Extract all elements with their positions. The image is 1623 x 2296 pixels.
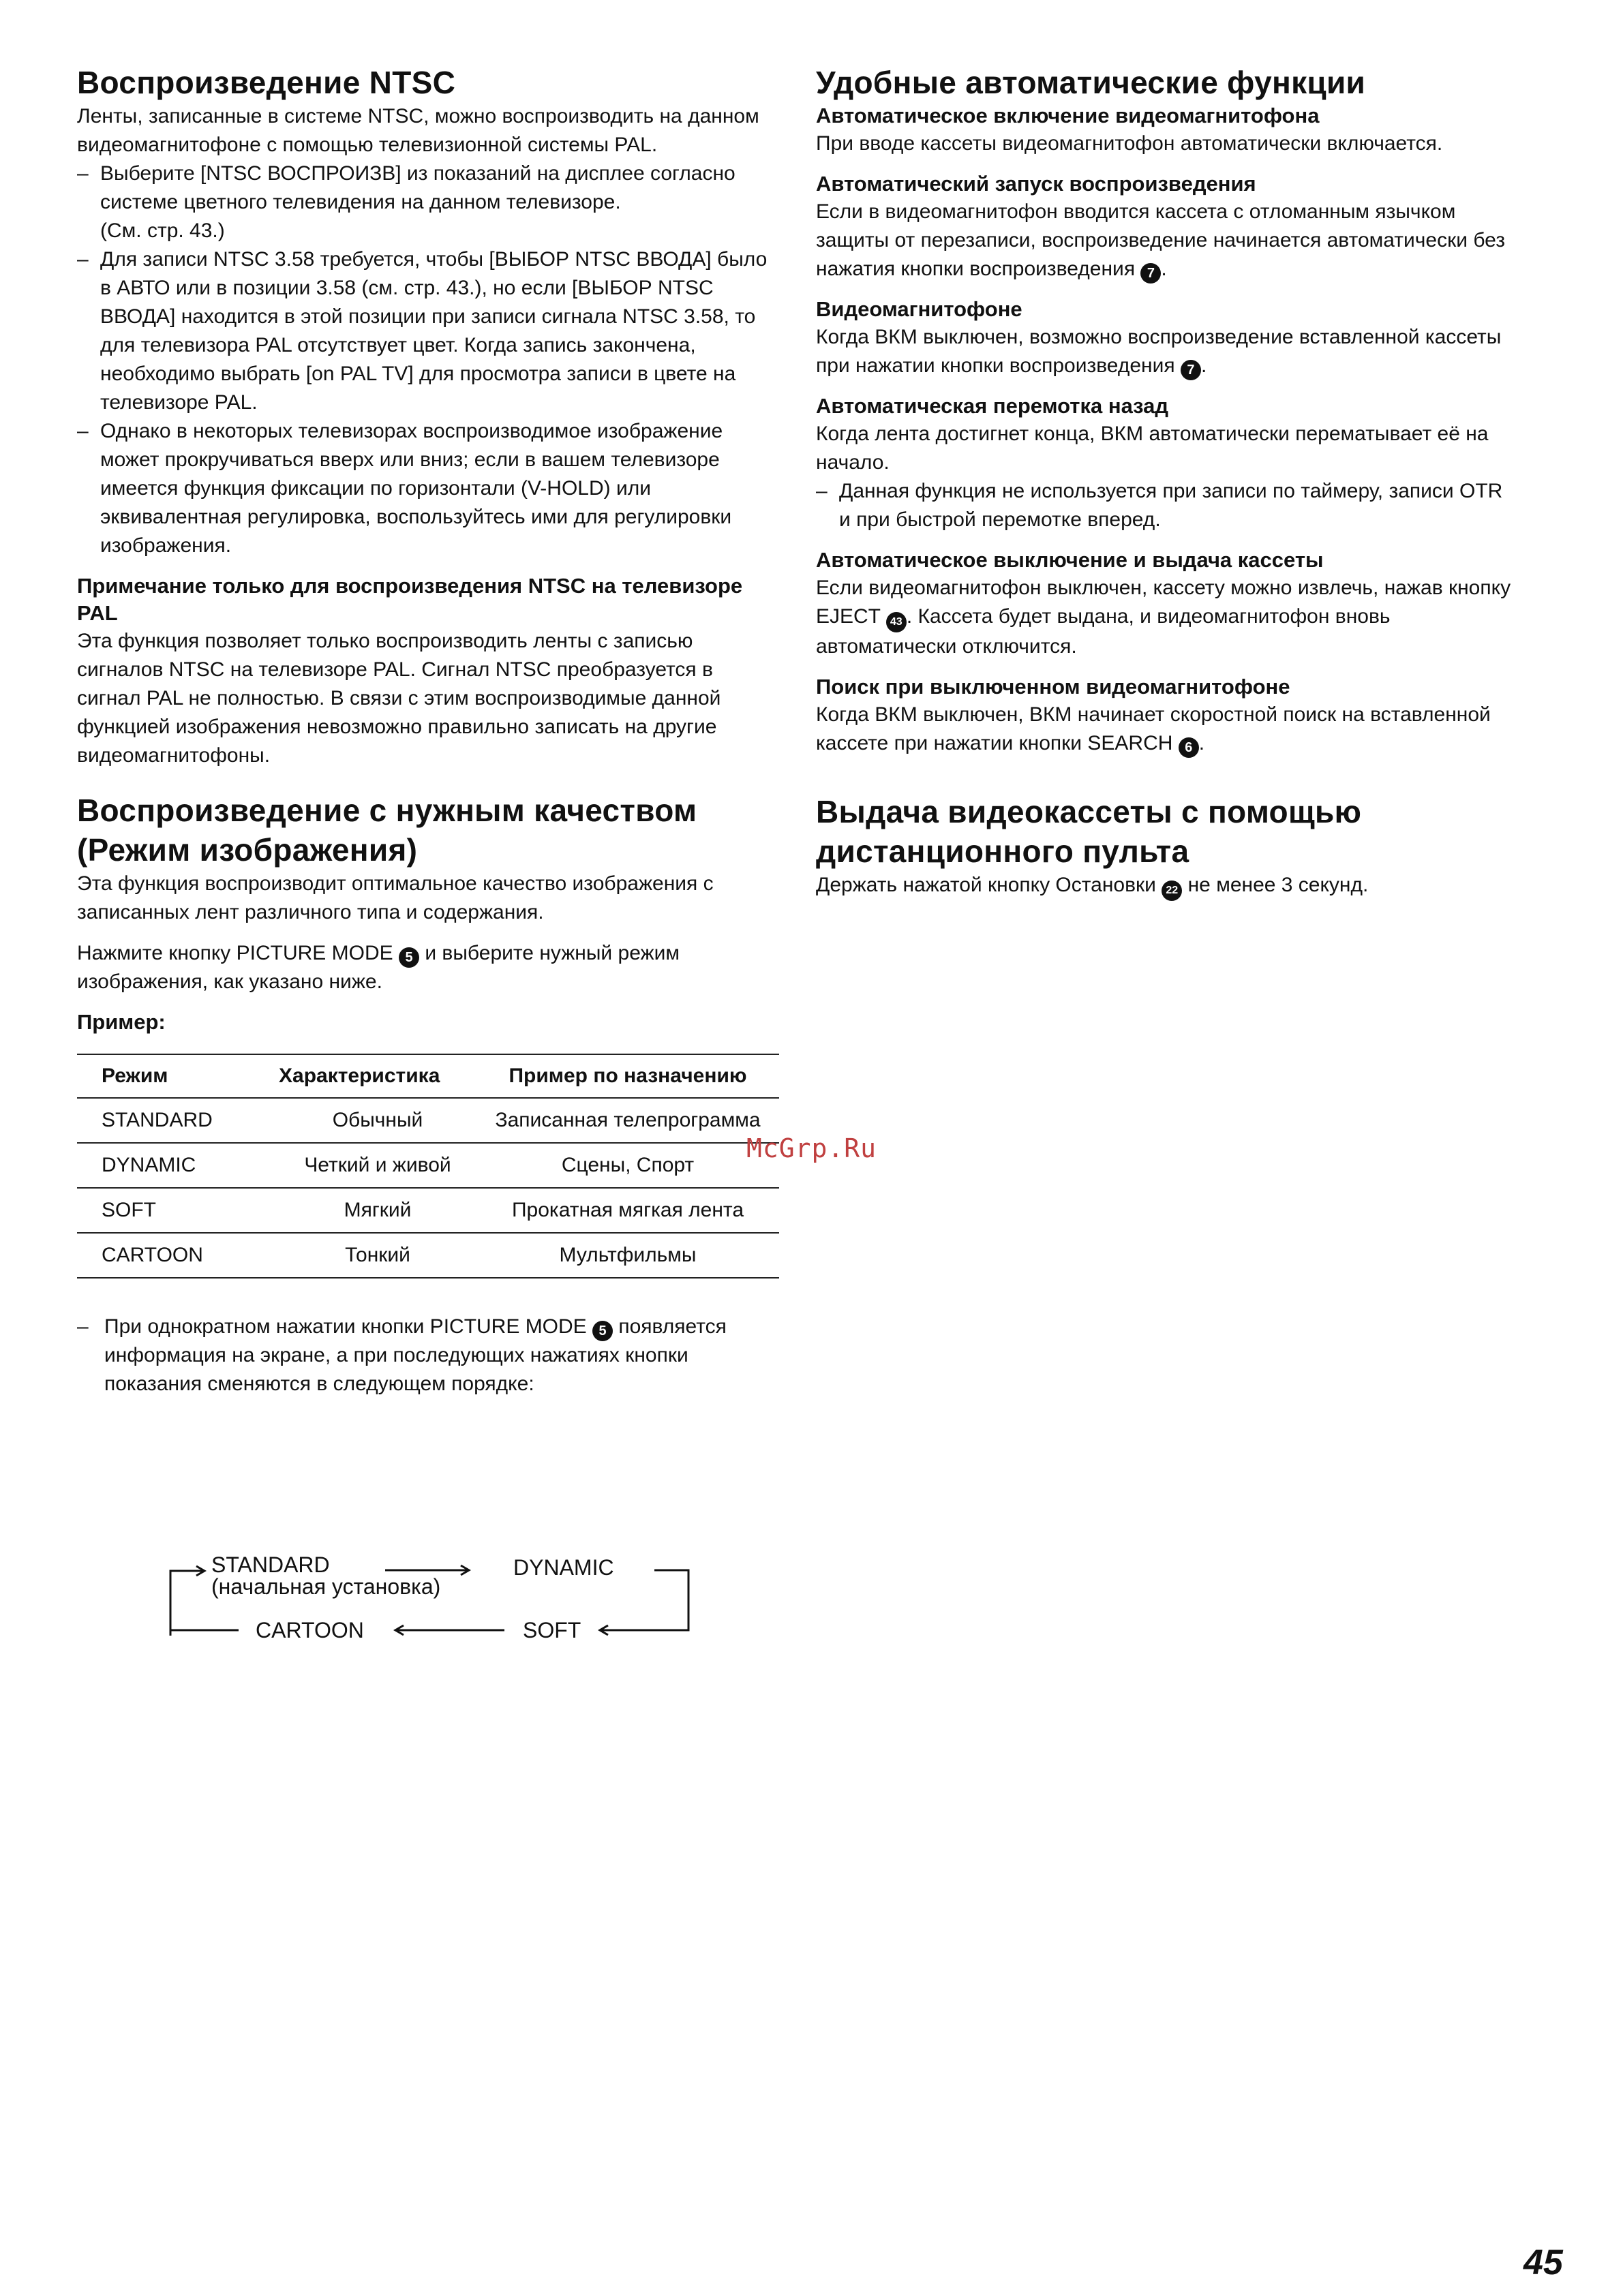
auto-rewind-text: Когда лента достигнет конца, ВКМ автоматически перематывает её на начало. <box>816 423 1489 474</box>
table-cell: STANDARD <box>77 1098 279 1143</box>
button-number-badge: 22 <box>1162 881 1182 901</box>
table-header: Пример по назначению <box>476 1054 779 1098</box>
ntsc-bullet-3: – Однако в некоторых телевизорах воспроизводимое изображение может прокручиваться вверх или вниз; если в вашем телевизоре имеется функция фиксации по горизонтали (V-HOLD) или эквивалентная регулировка, воспользуйтесь ими для регулировки изображения. <box>77 417 779 560</box>
eject-text: Держать нажатой кнопку Остановки 22 не менее 3 секунд. <box>816 871 1518 901</box>
watermark: McGrp.Ru <box>746 1133 877 1163</box>
flow-standard: STANDARD <box>211 1552 330 1577</box>
auto-eject-title: Автоматическое выключение и выдача кассеты <box>816 548 1324 572</box>
table-cell: Обычный <box>279 1098 476 1143</box>
page-number: 45 <box>1523 2243 1563 2282</box>
table-cell: CARTOON <box>77 1233 279 1278</box>
ntsc-bullet-2: – Для записи NTSC 3.58 требуется, чтобы [ВЫБОР NTSC ВВОДА] было в АВТО или в позиции 3.58 (см. стр. 43.), но если [ВЫБОР NTSC ВВОДА] находится в этой позиции при записи сигнала NTSC 3.58, то для телевизора PAL отсутствует цвет. Когда запись закончена, необходимо выбрать [on PAL TV] для просмотра записи в цвете на телевизоре PAL. <box>77 245 779 417</box>
table-cell: SOFT <box>77 1188 279 1233</box>
example-label: Пример: <box>77 1010 166 1034</box>
section-title-ntsc: Воспроизведение NTSC <box>77 65 456 100</box>
off-search-text: Когда ВКМ выключен, ВКМ начинает скоростной поиск на вставленной кассете при нажатии кнопки SEARCH 6 . <box>816 701 1518 758</box>
table-cell: Записанная телепрограмма <box>476 1098 779 1143</box>
auto-rewind-title: Автоматическая перемотка назад <box>816 394 1169 418</box>
table-cell: Прокатная мягкая лента <box>476 1188 779 1233</box>
button-number-badge: 7 <box>1181 360 1201 380</box>
left-column <box>77 63 779 1398</box>
picture-mode-bullet: – При однократном нажатии кнопки PICTURE MODE 5 появляется информация на экране, а при последующих нажатиях кнопки показания сменяются в следующем порядке: <box>77 1313 779 1398</box>
auto-rewind-bullet: – Данная функция не используется при записи по таймеру, записи OTR и при быстрой перемотке вперед. <box>816 477 1518 534</box>
table-row <box>77 1098 779 1143</box>
flow-cartoon: CARTOON <box>256 1618 364 1642</box>
section-title-quality: Воспроизведение с нужным качеством (Режим изображения) <box>77 793 697 868</box>
auto-play-text: Если в видеомагнитофон вводится кассета с отломанным язычком защиты от перезаписи, воспроизведение начинается автоматически без нажатия кнопки воспроизведения 7 . <box>816 198 1518 284</box>
table-header: Характеристика <box>279 1054 476 1098</box>
table-cell: DYNAMIC <box>77 1143 279 1188</box>
button-number-badge: 43 <box>886 612 907 632</box>
table-header-row <box>77 1054 779 1098</box>
ntsc-intro: Ленты, записанные в системе NTSC, можно воспроизводить на данном видеомагнитофоне с помощью телевизионной системы PAL. <box>77 105 759 156</box>
flow-standard-note: (начальная установка) <box>211 1574 441 1599</box>
auto-power-text: При вводе кассеты видеомагнитофон автоматически включается. <box>816 132 1443 155</box>
quality-instruction: Нажмите кнопку PICTURE MODE 5 и выберите нужный режим изображения, как указано ниже. <box>77 942 680 993</box>
vcr-off-play-text: Когда ВКМ выключен, возможно воспроизведение вставленной кассеты при нажатии кнопки воспроизведения 7 . <box>816 323 1518 380</box>
button-number-badge: 5 <box>592 1321 613 1341</box>
vcr-off-play-title: Видеомагнитофоне <box>816 297 1022 321</box>
picture-mode-table <box>77 1054 779 1279</box>
table-cell: Тонкий <box>279 1233 476 1278</box>
flow-dynamic: DYNAMIC <box>513 1555 614 1580</box>
table-row <box>77 1143 779 1188</box>
button-number-badge: 7 <box>1140 263 1161 284</box>
table-cell: Четкий и живой <box>279 1143 476 1188</box>
table-cell: Мультфильмы <box>476 1233 779 1278</box>
section-title-auto: Удобные автоматические функции <box>816 65 1366 100</box>
auto-eject-text: Если видеомагнитофон выключен, кассету можно извлечь, нажав кнопку EJECT 43 . Кассета будет выдана, и видеомагнитофон вновь автоматически отключится. <box>816 577 1511 658</box>
table-header: Режим <box>77 1054 279 1098</box>
right-column <box>816 63 1518 901</box>
table-cell: Мягкий <box>279 1188 476 1233</box>
off-search-title: Поиск при выключенном видеомагнитофоне <box>816 675 1290 699</box>
section-title-eject: Выдача видеокассеты с помощью дистанционного пульта <box>816 794 1362 869</box>
ntsc-note-text: Эта функция позволяет только воспроизводить ленты с записью сигналов NTSC на телевизоре PAL. Сигнал NTSC преобразуется в сигнал PAL не полностью. В связи с этим воспроизводимые данной функцией изображения невозможно правильно записать на другие видеомагнитофоны. <box>77 630 721 767</box>
auto-power-title: Автоматическое включение видеомагнитофона <box>816 104 1320 127</box>
button-number-badge: 5 <box>399 947 419 968</box>
ntsc-bullet-1: – Выберите [NTSC ВОСПРОИЗВ] из показаний на дисплее согласно системе цветного телевидения на данном телевизоре. <box>77 159 779 217</box>
table-row <box>77 1188 779 1233</box>
flow-soft: SOFT <box>523 1618 581 1642</box>
table-row <box>77 1233 779 1278</box>
quality-intro: Эта функция воспроизводит оптимальное качество изображения с записанных лент различного типа и содержания. <box>77 872 714 923</box>
ntsc-bullet-1-ref: (См. стр. 43.) <box>100 219 225 242</box>
button-number-badge: 6 <box>1179 737 1199 758</box>
ntsc-note-title: Примечание только для воспроизведения NTSC на телевизоре PAL <box>77 574 743 625</box>
table-cell: Сцены, Спорт <box>476 1143 779 1188</box>
auto-play-title: Автоматический запуск воспроизведения <box>816 172 1256 196</box>
